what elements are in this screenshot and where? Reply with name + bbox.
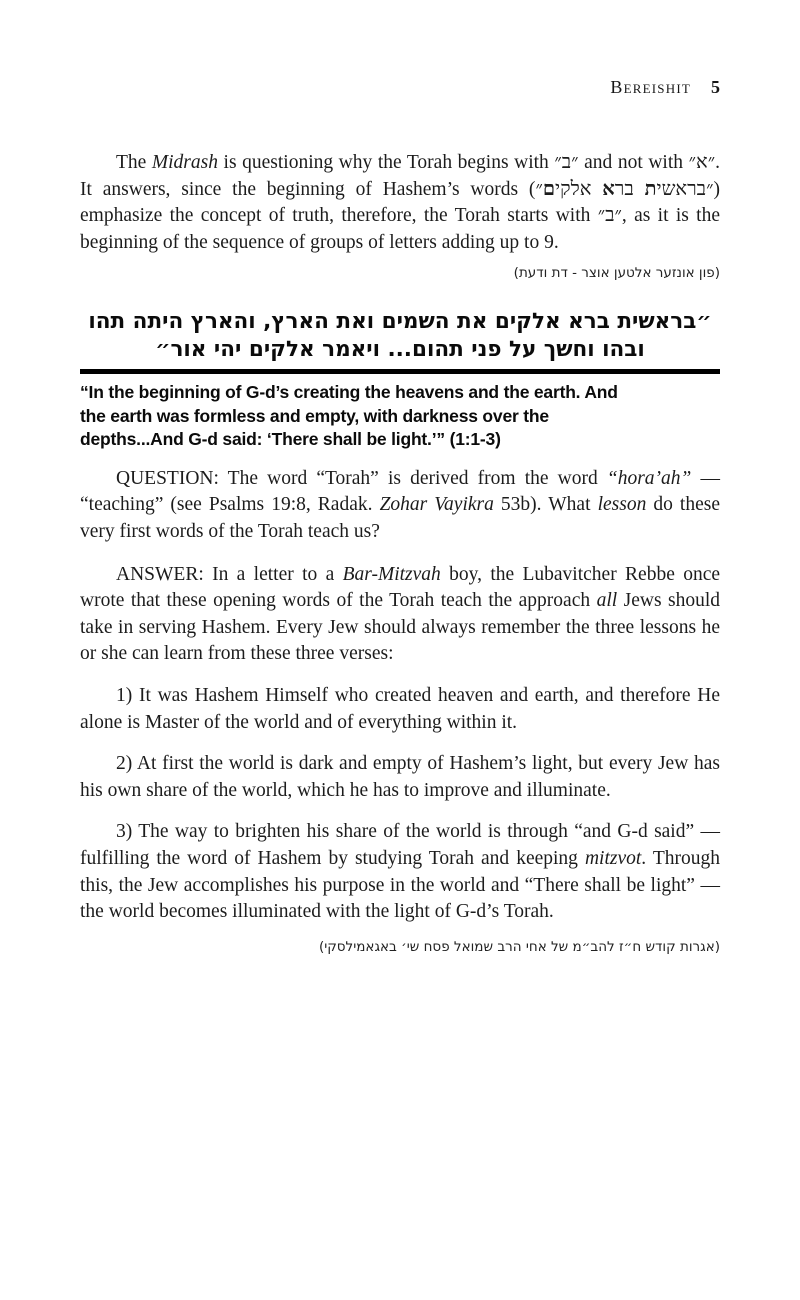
intro-source-citation: (פון אונזער אלטען אוצר - דת ודעת) (513, 265, 720, 282)
running-head-title: Bereishit (610, 77, 691, 97)
verse-translation-line-2: the earth was formless and empty, with darkness over the (80, 405, 549, 426)
verse-translation-line-3: depths...And G-d said: ‘There shall be light.’” (1:1-3) (80, 429, 501, 450)
lesson-paragraph-1: 1) It was Hashem Himself who created heaven and earth, and therefore He alone is Master of the world and of everything within it. (80, 685, 720, 733)
running-head (80, 78, 720, 96)
answer-source-citation: (אגרות קודש ח״ז להב״מ של אחי הרב שמואל פסח שי׳ באגאמילסקי) (318, 938, 720, 955)
verse-hebrew-line-1: ״בראשית ברא אלקים את השמים ואת הארץ, והארץ היתה תהו (88, 309, 712, 335)
lesson-paragraph-2: 2) At first the world is dark and empty of Hashem’s light, but every Jew has his own share of the world, which he has to improve and illuminate. (80, 753, 720, 801)
verse-translation (80, 381, 720, 452)
lesson-paragraph-3: 3) The way to brighten his share of the world is through “and G-d said” — fulfilling the word of Hashem by studying Torah and keeping mitzvot. Through this, the Jew accomplishes his purpose in the world and “There shall be light” — the world becomes illuminated with the light of G-d’s Torah. (80, 821, 720, 923)
intro-paragraph: The Midrash is questioning why the Torah begins with ״ב״ and not with ״א״. It answers, since the beginning of Hashem’s words (״בראשית ברא אלקים״) emphasize the concept of truth, therefore, the Torah starts with ״ב״, as it is the beginning of the sequence of groups of letters adding up to 9. (80, 152, 720, 253)
verse-hebrew-heading (80, 308, 720, 364)
question-paragraph: QUESTION: The word “Torah” is derived from the word “hora’ah” — “teaching” (see Psalms 19:8, Radak. Zohar Vayikra 53b). What lesson do these very first words of the Torah teach us? (80, 467, 721, 543)
page-content (80, 0, 720, 956)
section-divider-rule (80, 369, 720, 374)
verse-hebrew-line-2: ובהו וחשך על פני תהום... ויאמר אלקים יהי אור״ (155, 337, 645, 363)
page-number: 5 (711, 77, 720, 97)
verse-translation-line-1: “In the beginning of G-d’s creating the heavens and the earth. And (80, 382, 618, 403)
answer-paragraph: ANSWER: In a letter to a Bar-Mitzvah boy, the Lubavitcher Rebbe once wrote that these opening words of the Torah teach the approach all Jews should take in serving Hashem. Every Jew should always remember the three lessons he or she can learn from these three verses: (80, 563, 721, 665)
